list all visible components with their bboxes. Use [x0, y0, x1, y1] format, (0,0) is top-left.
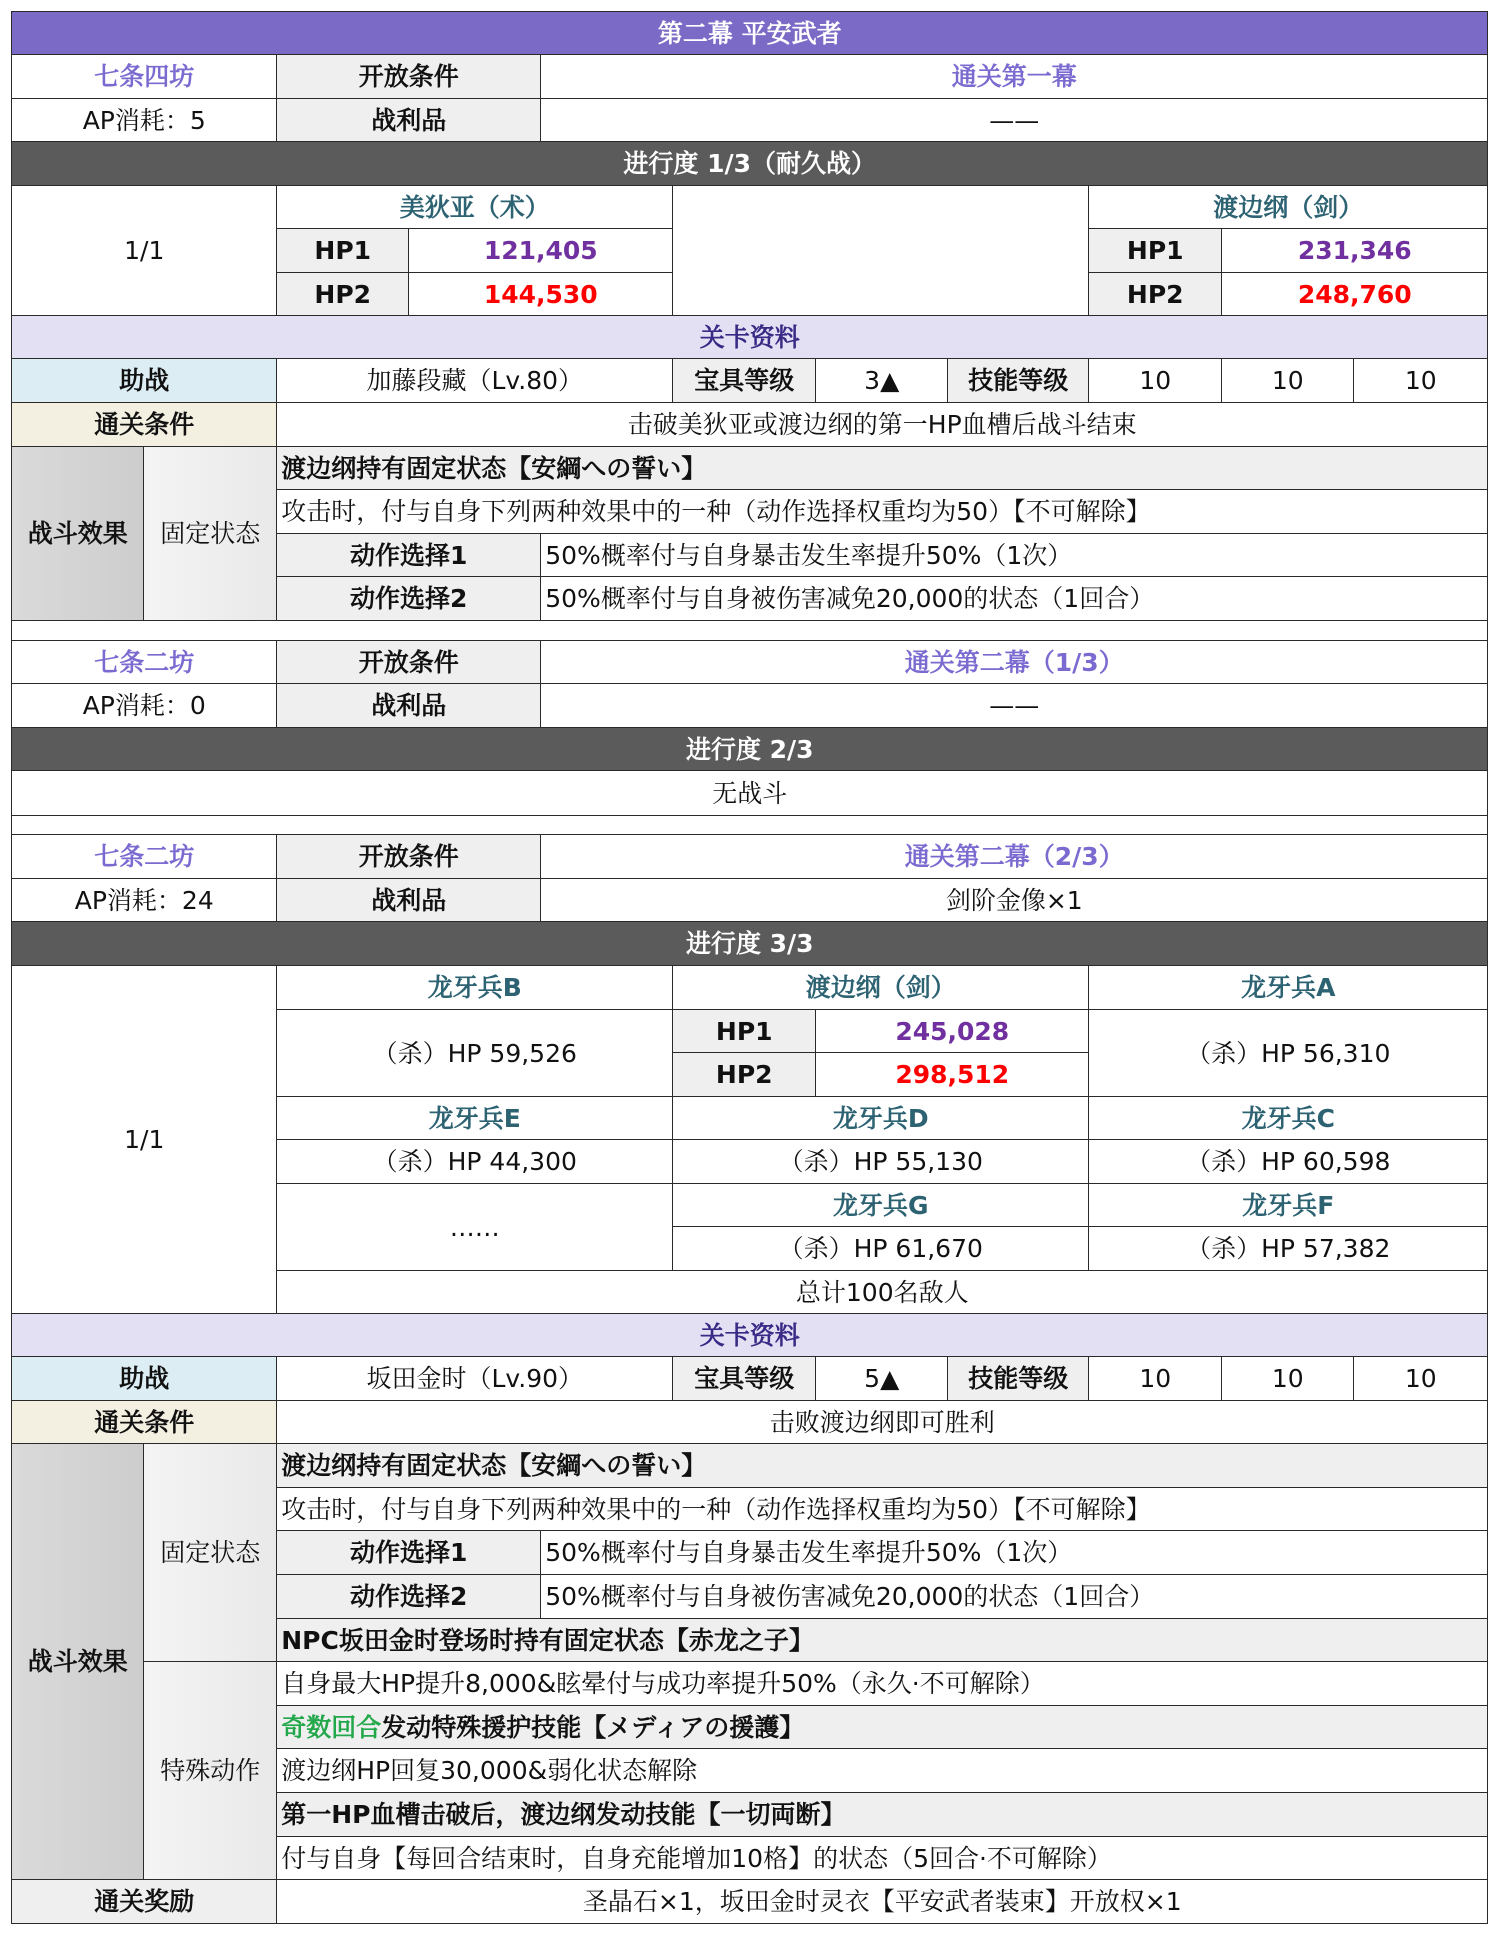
hp2-value: 144,530 [408, 272, 673, 316]
fixed-state-label: 固定状态 [143, 1443, 277, 1662]
loot-label: 战利品 [276, 98, 541, 142]
hp2-label: HP2 [672, 1052, 816, 1097]
action-choice-1-value: 50%概率付与自身暴击发生率提升50%（1次） [540, 533, 1488, 577]
special-action-label: 特殊动作 [143, 1661, 277, 1880]
clear-condition-value: 击败渡边纲即可胜利 [276, 1400, 1488, 1444]
skill-level-label: 技能等级 [947, 358, 1089, 403]
loot-label: 战利品 [276, 878, 541, 922]
enemy-name: 美狄亚（术） [276, 185, 673, 229]
action-choice-2-label: 动作选择2 [276, 576, 541, 621]
ap-cost: AP消耗：0 [11, 683, 277, 728]
spacer-row [11, 620, 1488, 641]
stage-info-header: 关卡资料 [11, 315, 1488, 359]
action-choice-2-value: 50%概率付与自身被伤害减免20,000的状态（1回合） [540, 576, 1488, 621]
open-condition-value: 通关第一幕 [540, 54, 1488, 99]
skill-level-1: 10 [1088, 358, 1222, 403]
hp2-value: 298,512 [815, 1052, 1089, 1097]
loot-value: 剑阶金像×1 [540, 878, 1488, 922]
enemy-name: 龙牙兵A [1088, 965, 1488, 1010]
odd-turn-highlight: 奇数回合 [281, 1712, 382, 1742]
ap-cost: AP消耗：5 [11, 98, 277, 142]
battle-effects-label: 战斗效果 [11, 1443, 144, 1880]
special-action-1-description: 渡边纲HP回复30,000&弱化状态解除 [276, 1748, 1488, 1793]
special-action-2-description: 付与自身【每回合结束时，自身充能增加10格】的状态（5回合·不可解除） [276, 1836, 1488, 1880]
enemy-total: 总计100名敌人 [276, 1270, 1488, 1314]
action-choice-2-label: 动作选择2 [276, 1574, 541, 1619]
wave-count: 1/1 [11, 965, 277, 1314]
enemy-name: 龙牙兵C [1088, 1096, 1488, 1140]
effect-header: 渡边纲持有固定状态【安綱への誓い】 [276, 446, 1488, 490]
enemy-name: 渡边纲（剑） [1088, 185, 1488, 229]
open-condition-label: 开放条件 [276, 54, 541, 99]
quest-name: 七条二坊 [11, 834, 277, 879]
enemy-name: 龙牙兵F [1088, 1183, 1488, 1227]
action-choice-2-value: 50%概率付与自身被伤害减免20,000的状态（1回合） [540, 1574, 1488, 1619]
hp1-value: 231,346 [1221, 228, 1488, 273]
enemy-name: 龙牙兵D [672, 1096, 1089, 1140]
hp2-value: 248,760 [1221, 272, 1488, 316]
clear-condition-label: 通关条件 [11, 1400, 277, 1444]
battle-effects-label: 战斗效果 [11, 446, 144, 621]
progress-bar: 进行度 1/3（耐久战） [11, 141, 1488, 186]
spacer-row [11, 815, 1488, 835]
np-level-value: 5▲ [815, 1356, 948, 1401]
clear-reward-label: 通关奖励 [11, 1879, 277, 1924]
special-action-1-title: 发动特殊援护技能【メディアの援護】 [381, 1712, 805, 1742]
hp2-label: HP2 [1088, 272, 1222, 316]
skill-level-label: 技能等级 [947, 1356, 1089, 1401]
progress-bar: 进行度 3/3 [11, 921, 1488, 966]
enemy-name: 龙牙兵E [276, 1096, 673, 1140]
enemy-hp: （杀）HP 60,598 [1088, 1139, 1488, 1184]
action-choice-1-label: 动作选择1 [276, 533, 541, 577]
npc-effect-header: NPC坂田金时登场时持有固定状态【赤龙之子】 [276, 1618, 1488, 1662]
empty-enemy-slot [672, 185, 1089, 316]
skill-level-2: 10 [1221, 358, 1354, 403]
ellipsis: …… [276, 1183, 673, 1271]
ap-cost: AP消耗：24 [11, 878, 277, 922]
clear-reward-value: 圣晶石×1，坂田金时灵衣【平安武者装束】开放权×1 [276, 1879, 1488, 1924]
loot-label: 战利品 [276, 683, 541, 728]
enemy-hp: （杀）HP 56,310 [1088, 1009, 1488, 1097]
progress-bar: 进行度 2/3 [11, 727, 1488, 771]
assist-servant: 加藤段藏（Lv.80） [276, 358, 673, 403]
effect-description: 攻击时，付与自身下列两种效果中的一种（动作选择权重均为50）【不可解除】 [276, 1487, 1488, 1531]
npc-effect-description: 自身最大HP提升8,000&眩晕付与成功率提升50%（永久·不可解除） [276, 1661, 1488, 1706]
skill-level-1: 10 [1088, 1356, 1222, 1401]
enemy-hp: （杀）HP 59,526 [276, 1009, 673, 1097]
skill-level-3: 10 [1353, 1356, 1488, 1401]
skill-level-3: 10 [1353, 358, 1488, 403]
loot-value: —— [540, 98, 1488, 142]
assist-servant: 坂田金时（Lv.90） [276, 1356, 673, 1401]
loot-value: —— [540, 683, 1488, 728]
skill-level-2: 10 [1221, 1356, 1354, 1401]
quest-name: 七条四坊 [11, 54, 277, 99]
assist-label: 助战 [11, 358, 277, 403]
effect-description: 攻击时，付与自身下列两种效果中的一种（动作选择权重均为50）【不可解除】 [276, 489, 1488, 534]
no-battle-note: 无战斗 [11, 770, 1488, 816]
hp1-label: HP1 [672, 1009, 816, 1053]
hp1-value: 245,028 [815, 1009, 1089, 1053]
enemy-hp: （杀）HP 55,130 [672, 1139, 1089, 1184]
open-condition-label: 开放条件 [276, 834, 541, 879]
special-action-1-header [276, 1705, 1488, 1749]
hp1-value: 121,405 [408, 228, 673, 273]
enemy-name: 龙牙兵B [276, 965, 673, 1010]
np-level-label: 宝具等级 [672, 358, 816, 403]
wave-count: 1/1 [11, 185, 277, 316]
effect-header: 渡边纲持有固定状态【安綱への誓い】 [276, 1443, 1488, 1488]
quest-name: 七条二坊 [11, 640, 277, 684]
special-action-2-header: 第一HP血槽击破后，渡边纲发动技能【一切両断】 [276, 1792, 1488, 1837]
enemy-name: 龙牙兵G [672, 1183, 1089, 1227]
enemy-hp: （杀）HP 61,670 [672, 1226, 1089, 1271]
np-level-label: 宝具等级 [672, 1356, 816, 1401]
action-choice-1-label: 动作选择1 [276, 1530, 541, 1575]
clear-condition-value: 击破美狄亚或渡边纲的第一HP血槽后战斗结束 [276, 402, 1488, 447]
open-condition-value: 通关第二幕（1/3） [540, 640, 1488, 684]
hp1-label: HP1 [276, 228, 409, 273]
enemy-hp: （杀）HP 44,300 [276, 1139, 673, 1184]
action-choice-1-value: 50%概率付与自身暴击发生率提升50%（1次） [540, 1530, 1488, 1575]
open-condition-label: 开放条件 [276, 640, 541, 684]
clear-condition-label: 通关条件 [11, 402, 277, 447]
enemy-hp: （杀）HP 57,382 [1088, 1226, 1488, 1271]
stage-info-header: 关卡资料 [11, 1313, 1488, 1357]
np-level-value: 3▲ [815, 358, 948, 403]
hp1-label: HP1 [1088, 228, 1222, 273]
hp2-label: HP2 [276, 272, 409, 316]
fixed-state-label: 固定状态 [143, 446, 277, 621]
chapter-title: 第二幕 平安武者 [11, 11, 1488, 55]
boss-name: 渡边纲（剑） [672, 965, 1089, 1010]
open-condition-value: 通关第二幕（2/3） [540, 834, 1488, 879]
assist-label: 助战 [11, 1356, 277, 1401]
